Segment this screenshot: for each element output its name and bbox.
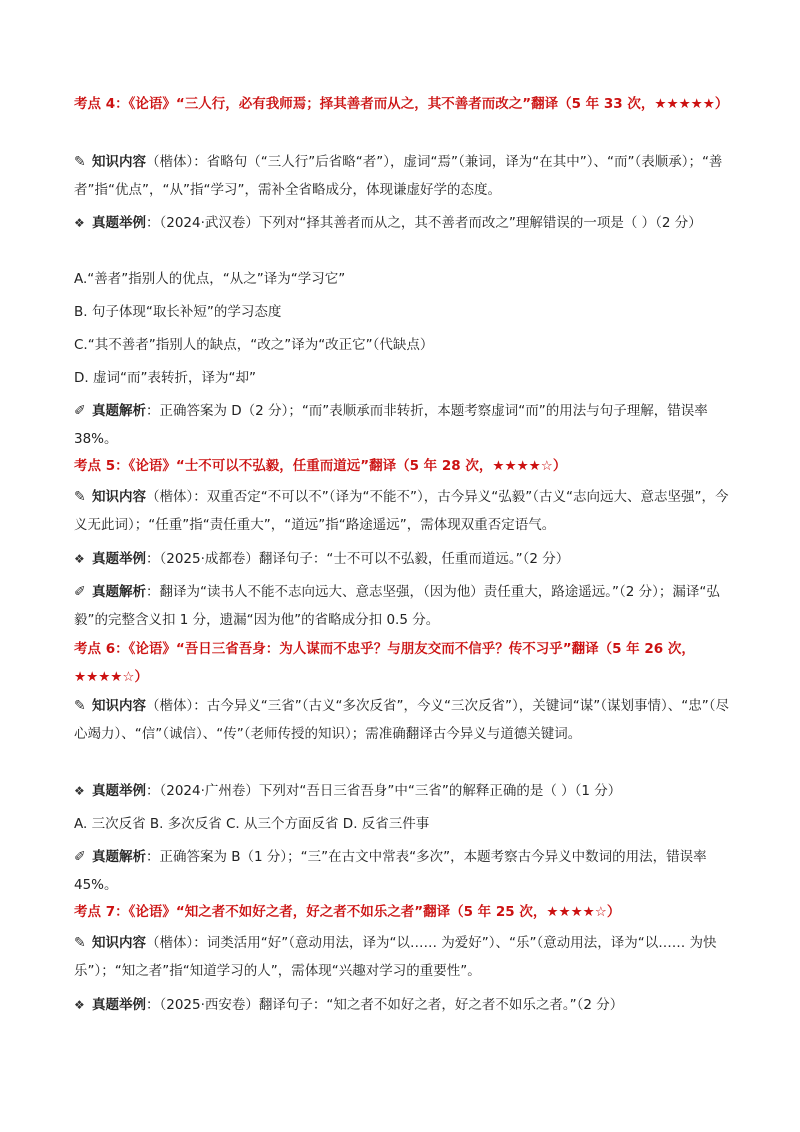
section-5-heading: 考点 5：《论语》“士不可以不弘毅，任重而道远”翻译（5 年 28 次，★★★★☆） <box>74 458 567 474</box>
section-4-heading: 考点 4：《论语》“三人行，必有我师焉；择其善者而从之，其不善者而改之”翻译（5 年 33 次，★★★★★） <box>74 96 729 112</box>
section-5-knowledge <box>74 483 729 539</box>
example-label: 真题举例 <box>92 215 146 231</box>
example-text: ：（2025·西安卷）翻译句子：“知之者不如好之者，好之者不如乐之者。”（2 分） <box>146 997 624 1013</box>
section-6-options: A. 三次反省 B. 多次反省 C. 从三个方面反省 D. 反省三件事 <box>74 816 430 832</box>
diamond-bullet-icon: ❖ <box>74 784 85 798</box>
knowledge-text: （楷体）：词类活用“好”（意动用法，译为“以…… 为爱好”）、“乐”（意动用法，译为“以…… 为快乐”）；“知之者”指“知道学习的人”，需体现“兴趣对学习的重要性”。 <box>74 935 717 979</box>
analysis-text: ：翻译为“读书人不能不志向远大、意志坚强，（因为他）责任重大，路途遥远。”（2 分）；漏译“弘毅”的完整含义扣 1 分，遗漏“因为他”的省略成分扣 0.5 分。 <box>74 584 720 628</box>
knowledge-text: （楷体）：古今异义“三省”（古义“多次反省”，今义“三次反省”），关键词“谋”（谋划事情）、“忠”（尽心竭力）、“信”（诚信）、“传”（老师传授的知识）；需准确翻译古今异义与道德关键词。 <box>74 698 729 742</box>
analysis-label: 真题解析 <box>92 403 146 419</box>
section-7-heading: 考点 7：《论语》“知之者不如好之者，好之者不如乐之者”翻译（5 年 25 次，★★★★☆） <box>74 904 621 920</box>
option-d: D. 虚词“而”表转折，译为“却” <box>74 370 256 386</box>
example-text: ：（2024·武汉卷）下列对“择其善者而从之，其不善者而改之”理解错误的一项是（ ）（2 分） <box>146 215 702 231</box>
section-6-heading: 考点 6：《论语》“吾日三省吾身：为人谋而不忠乎？与朋友交而不信乎？传不习乎”翻译（5 年 26 次，★★★★☆） <box>74 641 695 685</box>
section-4-example <box>74 209 729 237</box>
knowledge-text: （楷体）：双重否定“不可以不”（译为“不能不”），古今异义“弘毅”（古义“志向远大、意志坚强”，今义无此词）；“任重”指“责任重大”，“道远”指“路途遥远”，需体现双重否定语气。 <box>74 489 729 533</box>
analysis-label: 真题解析 <box>92 584 146 600</box>
analysis-text: ：正确答案为 B（1 分）；“三”在古文中常表“多次”，本题考察古今异义中数词的用法，错误率 45%。 <box>74 849 707 893</box>
section-5-example <box>74 545 729 573</box>
section-6-example <box>74 777 729 805</box>
diamond-bullet-icon: ❖ <box>74 552 85 566</box>
diamond-bullet-icon: ❖ <box>74 216 85 230</box>
knowledge-label: 知识内容 <box>92 698 146 714</box>
section-7-example <box>74 991 729 1019</box>
ruler-pencil-icon: ✐ <box>74 849 86 865</box>
pencil-icon: ✎ <box>74 154 86 170</box>
example-text: ：（2025·成都卷）翻译句子：“士不可以不弘毅，任重而道远。”（2 分） <box>146 551 570 567</box>
diamond-bullet-icon: ❖ <box>74 998 85 1012</box>
example-label: 真题举例 <box>92 997 146 1013</box>
example-label: 真题举例 <box>92 551 146 567</box>
example-text: ：（2024·广州卷）下列对“吾日三省吾身”中“三省”的解释正确的是（ ）（1 分） <box>146 783 622 799</box>
analysis-text: ：正确答案为 D（2 分）；“而”表顺承而非转折，本题考察虚词“而”的用法与句子理解，错误率 38%。 <box>74 403 708 447</box>
section-7-knowledge <box>74 929 729 985</box>
ruler-pencil-icon: ✐ <box>74 584 86 600</box>
pencil-icon: ✎ <box>74 935 86 951</box>
knowledge-label: 知识内容 <box>92 935 146 951</box>
section-5-analysis <box>74 578 729 634</box>
section-6-knowledge <box>74 692 729 748</box>
knowledge-text: （楷体）：省略句（“三人行”后省略“者”），虚词“焉”（兼词，译为“在其中”）、“而”（表顺承）；“善者”指“优点”，“从”指“学习”，需补全省略成分，体现谦虚好学的态度。 <box>74 154 723 198</box>
option-b: B. 句子体现“取长补短”的学习态度 <box>74 304 282 320</box>
ruler-pencil-icon: ✐ <box>74 403 86 419</box>
pencil-icon: ✎ <box>74 489 86 505</box>
option-a: A.“善者”指别人的优点，“从之”译为“学习它” <box>74 271 346 287</box>
example-label: 真题举例 <box>92 783 146 799</box>
option-c: C.“其不善者”指别人的缺点，“改之”译为“改正它”（代缺点） <box>74 337 434 353</box>
pencil-icon: ✎ <box>74 698 86 714</box>
section-6-analysis <box>74 843 729 899</box>
section-4-knowledge <box>74 148 729 204</box>
analysis-label: 真题解析 <box>92 849 146 865</box>
knowledge-label: 知识内容 <box>92 154 146 170</box>
knowledge-label: 知识内容 <box>92 489 146 505</box>
section-4-analysis <box>74 397 729 453</box>
